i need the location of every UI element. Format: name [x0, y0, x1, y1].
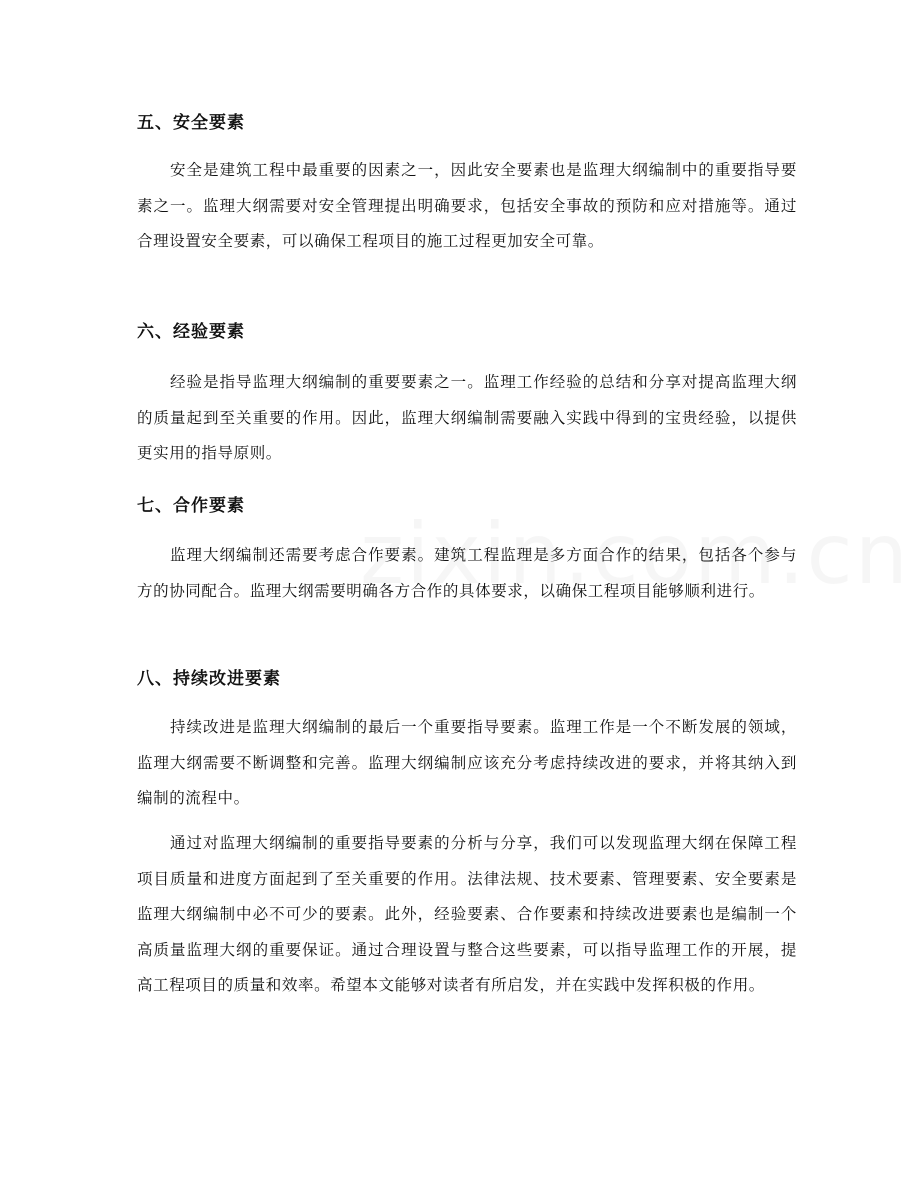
conclusion-paragraph: 通过对监理大纲编制的重要指导要素的分析与分享，我们可以发现监理大纲在保障工程项目质量和进度方面起到了至关重要的作用。法律法规、技术要素、管理要素、安全要素是监理大纲编制中必不可少的要素。此外，经验要素、合作要素和持续改进要素也是编制一个高质量监理大纲的重要保证。通过合理设置与整合这些要素，可以指导监理工作的开展，提高工程项目的质量和效率。希望本文能够对读者有所启发，并在实践中发挥积极的作用。 [137, 834, 797, 994]
section-paragraph-continuous-improvement: 持续改进是监理大纲编制的最后一个重要指导要素。监理工作是一个不断发展的领域，监理大纲需要不断调整和完善。监理大纲编制应该充分考虑持续改进的要求，并将其纳入到编制的流程中。 [137, 718, 797, 807]
section-paragraph-safety: 安全是建筑工程中最重要的因素之一，因此安全要素也是监理大纲编制中的重要指导要素之一。监理大纲需要对安全管理提出明确要求，包括安全事故的预防和应对措施等。通过合理设置安全要素，可以确保工程项目的施工过程更加安全可靠。 [137, 161, 797, 250]
section-heading-safety: 五、安全要素 [137, 113, 245, 133]
section-heading-cooperation: 七、合作要素 [137, 496, 245, 516]
section-heading-experience: 六、经验要素 [137, 322, 245, 342]
section-heading-continuous-improvement: 八、持续改进要素 [137, 669, 281, 689]
section-paragraph-cooperation: 监理大纲编制还需要考虑合作要素。建筑工程监理是多方面合作的结果，包括各个参与方的协同配合。监理大纲需要明确各方合作的具体要求，以确保工程项目能够顺利进行。 [137, 546, 797, 600]
section-paragraph-experience: 经验是指导监理大纲编制的重要要素之一。监理工作经验的总结和分享对提高监理大纲的质量起到至关重要的作用。因此，监理大纲编制需要融入实践中得到的宝贵经验，以提供更实用的指导原则。 [137, 373, 797, 462]
